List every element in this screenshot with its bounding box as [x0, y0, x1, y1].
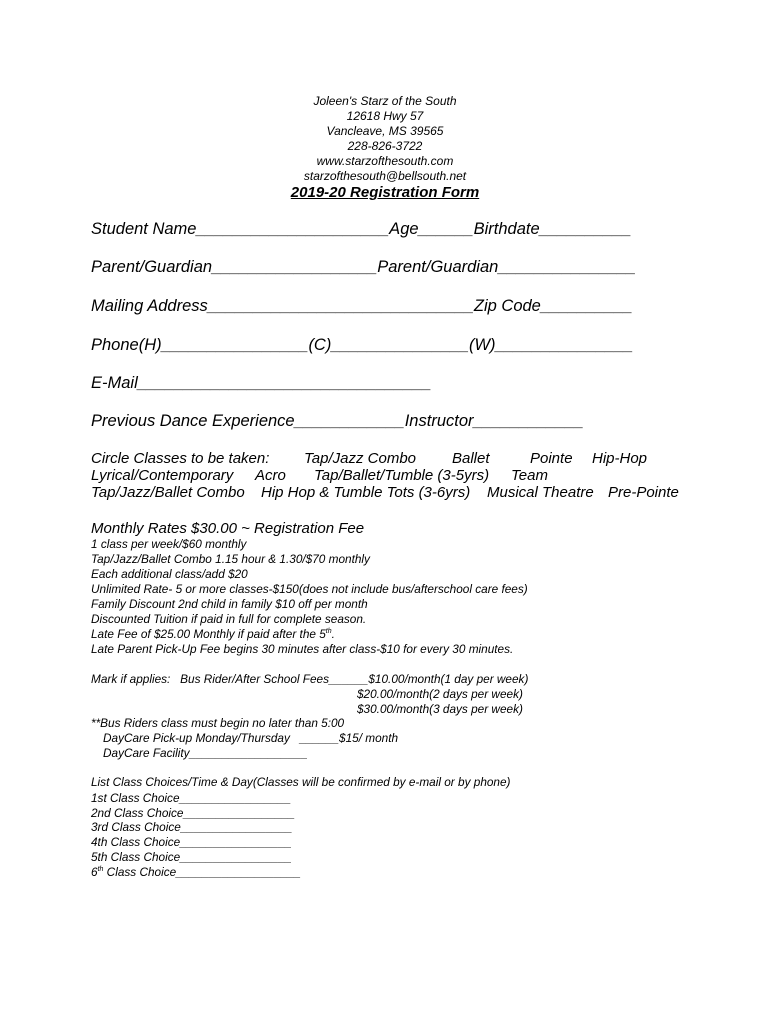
class-choice-field[interactable]: 2nd Class Choice_________________	[91, 806, 295, 820]
daycare-facility-field[interactable]: DayCare Facility__________________	[103, 746, 308, 760]
class-option[interactable]: Hip Hop & Tumble Tots (3-6yrs)	[261, 484, 471, 501]
parent-guardian-field[interactable]: Parent/Guardian__________________Parent/Guardian_______________	[91, 258, 636, 276]
phone-field[interactable]: Phone(H)________________(C)_______________(W)_______________	[91, 336, 634, 354]
email-field[interactable]: E-Mail________________________________	[91, 374, 432, 392]
choices-heading: List Class Choices/Time & Day(Classes will be confirmed by e-mail or by phone)	[91, 775, 511, 789]
late-fee-line: Late Fee of $25.00 Monthly if paid after the 5th.	[91, 627, 335, 641]
bus-three-days: $30.00/month(3 days per week)	[357, 702, 523, 716]
class-option[interactable]: Hip-Hop	[592, 450, 648, 467]
class-option[interactable]: Tap/Jazz Combo	[304, 450, 417, 467]
classes-label: Circle Classes to be taken:	[91, 450, 270, 467]
org-phone: 228-826-3722	[347, 139, 423, 153]
rate-line: 1 class per week/$60 monthly	[91, 537, 247, 551]
class-choice-field[interactable]: 3rd Class Choice_________________	[91, 820, 293, 834]
class-option[interactable]: Lyrical/Contemporary	[91, 467, 234, 484]
class-option[interactable]: Pointe	[530, 450, 573, 467]
class-option[interactable]: Acro	[255, 467, 286, 484]
org-email: starzofthesouth@bellsouth.net	[303, 169, 467, 183]
class-option[interactable]: Tap/Ballet/Tumble (3-5yrs)	[314, 467, 490, 484]
rate-line: Unlimited Rate- 5 or more classes-$150(does not include bus/afterschool care fees)	[91, 582, 528, 596]
class-option[interactable]: Tap/Jazz/Ballet Combo	[91, 484, 245, 501]
form-title: 2019-20 Registration Form	[290, 184, 480, 201]
class-choice-field[interactable]: 4th Class Choice_________________	[91, 835, 292, 849]
city-state-zip: Vancleave, MS 39565	[326, 124, 444, 138]
class-option[interactable]: Musical Theatre	[487, 484, 594, 501]
rate-line: Discounted Tuition if paid in full for complete season.	[91, 612, 367, 626]
bus-note: **Bus Riders class must begin no later than 5:00	[91, 716, 345, 730]
class-choice-field[interactable]: 1st Class Choice_________________	[91, 791, 292, 805]
daycare-line[interactable]: DayCare Pick-up Monday/Thursday ______$15/ month	[103, 731, 399, 745]
class-option[interactable]: Ballet	[452, 450, 490, 467]
class-option[interactable]: Team	[511, 467, 548, 484]
rate-line: Family Discount 2nd child in family $10 off per month	[91, 597, 368, 611]
rate-line: Tap/Jazz/Ballet Combo 1.15 hour & 1.30/$70 monthly	[91, 552, 370, 566]
org-website: www.starzofthesouth.com	[316, 154, 454, 168]
class-choice-field[interactable]: 5th Class Choice_________________	[91, 850, 292, 864]
bus-rider-line[interactable]: Mark if applies: Bus Rider/After School Fees______$10.00/month(1 day per week)	[91, 672, 529, 686]
street-address: 12618 Hwy 57	[346, 109, 424, 123]
org-name: Joleen's Starz of the South	[313, 94, 457, 108]
rates-heading: Monthly Rates $30.00 ~ Registration Fee	[91, 520, 365, 537]
rate-line: Each additional class/add $20	[91, 567, 248, 581]
student-name-field[interactable]: Student Name_____________________Age______Birthdate__________	[91, 220, 632, 238]
mailing-address-field[interactable]: Mailing Address_____________________________Zip Code__________	[91, 297, 633, 315]
class-choice-field[interactable]: 6th Class Choice___________________	[91, 865, 301, 879]
late-pickup-line: Late Parent Pick-Up Fee begins 30 minutes after class-$10 for every 30 minutes.	[91, 642, 514, 656]
bus-two-days: $20.00/month(2 days per week)	[357, 687, 523, 701]
class-option[interactable]: Pre-Pointe	[608, 484, 679, 501]
dance-experience-field[interactable]: Previous Dance Experience____________Instructor____________	[91, 412, 584, 430]
